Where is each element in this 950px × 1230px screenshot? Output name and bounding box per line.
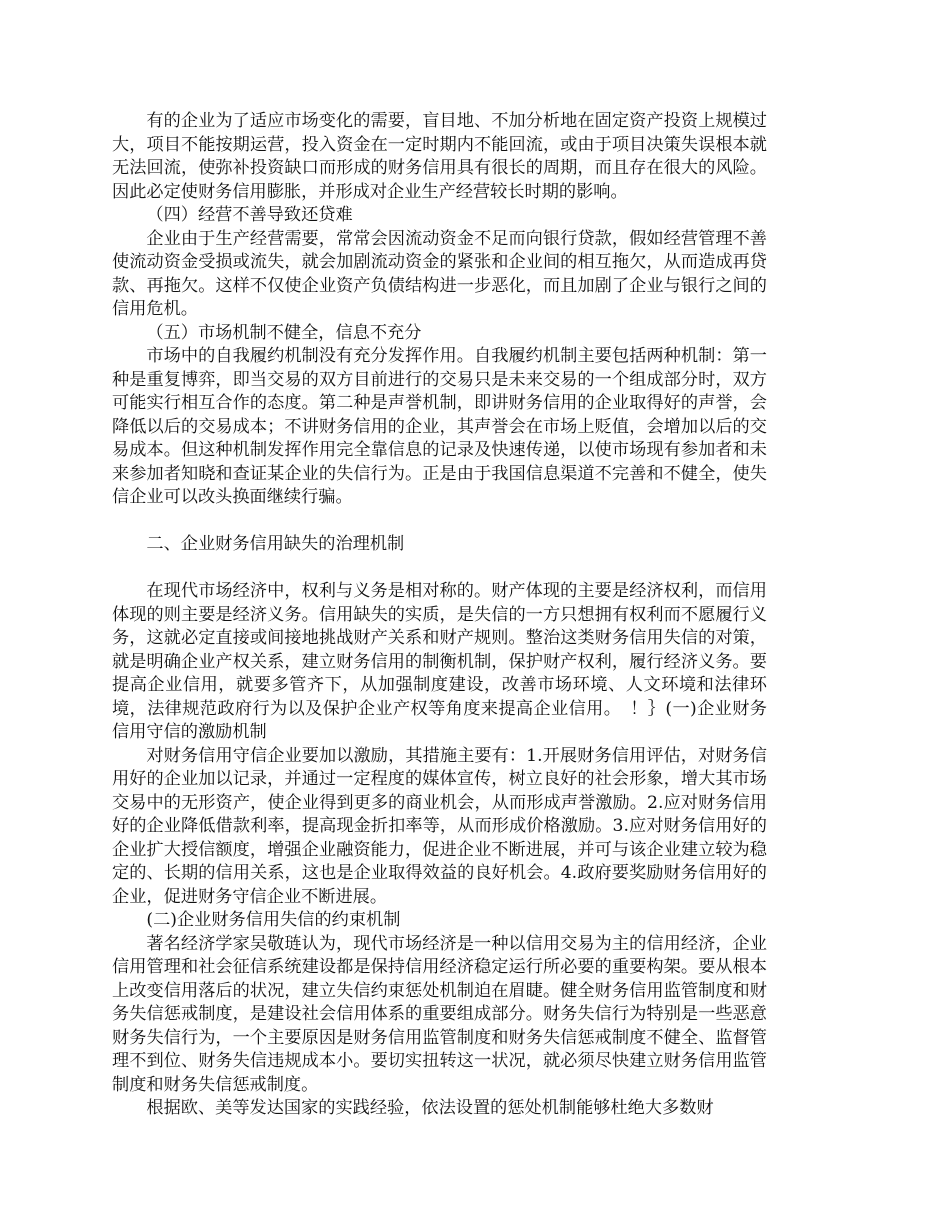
paragraph-rights-obligations: 在现代市场经济中，权利与义务是相对称的。财产体现的主要是经济权利，而信用体现的则主要是经济义务。信用缺失的实质，是失信的一方只想拥有权利而不愿履行义务，这就必定直接或间接地挑战财产关系和财产规则。整治这类财务信用失信的对策，就是明确企业产权关系，建立财务信用的制衡机制，保护财产权利，履行经济义务。要提高企业信用，就要多管齐下，从加强制度建设，改善市场环境、人文环境和法律环境，法律规范政府行为以及保护企业产权等角度来提高企业信用。 ！｝(一)企业财务信用守信的激励机制 xyxy=(112,581,767,742)
paragraph-market-mechanism: 市场中的自我履约机制没有充分发挥作用。自我履约机制主要包括两种机制：第一种是重复博弈，即当交易的双方目前进行的交易只是未来交易的一个组成部分时，双方可能实行相互合作的态度。第二种是声誉机制，即讲财务信用的企业取得好的声誉，会降低以后的交易成本；不讲财务信用的企业，其声誉会在市场上贬值，会增加以后的交易成本。但这种机制发挥作用完全靠信息的记录及快速传递，以使市场现有参加者和未来参加者知晓和查证某企业的失信行为。正是由于我国信息渠道不完善和不健全，使失信企业可以改头换面继续行骗。 xyxy=(112,346,767,507)
spacer xyxy=(112,510,767,534)
paragraph-asset-investment: 有的企业为了适应市场变化的需要，盲目地、不加分析地在固定资产投资上规模过大，项目不能按期运营，投入资金在一定时期内不能回流，或由于项目决策失误根本就无法回流，使弥补投资缺口而形成的财务信用具有很长的周期，而且存在很大的风险。因此必定使财务信用膨胀，并形成对企业生产经营较长时期的影响。 xyxy=(112,111,767,202)
document-page xyxy=(112,110,767,1121)
subheading-constraint: (二)企业财务信用失信的约束机制 xyxy=(146,910,401,930)
spacer xyxy=(112,557,767,581)
paragraph-loan-difficulty: 企业由于生产经营需要，常常会因流动资金不足而向银行贷款，假如经营管理不善使流动资金受损或流失，就会加剧流动资金的紧张和企业间的相互拖欠，从而造成再贷款、再拖欠。这样不仅使企业资产负债结构进一步恶化，而且加剧了企业与银行之间的信用危机。 xyxy=(112,228,767,319)
paragraph-international-experience: 根据欧、美等发达国家的实践经验，依法设置的惩处机制能够杜绝大多数财 xyxy=(146,1098,714,1118)
subheading-5: （五）市场机制不健全，信息不充分 xyxy=(146,322,422,343)
subheading-4: （四）经营不善导致还贷难 xyxy=(146,205,353,225)
section-heading-2: 二、企业财务信用缺失的治理机制 xyxy=(146,534,405,554)
paragraph-incentive-measures: 对财务信用守信企业要加以激励，其措施主要有：1.开展财务信用评估，对财务信用好的企业加以记录，并通过一定程度的媒体宣传，树立良好的社会形象，增大其市场交易中的无形资产，使企业得到更多的商业机会，从而形成声誉激励。2.应对财务信用好的企业降低借款利率，提高现金折扣率等，从而形成价格激励。3.应对财务信用好的企业扩大授信额度，增强企业融资能力，促进企业不断进展，并可与该企业建立较为稳定的、长期的信用关系，这也是企业取得效益的良好机会。4.政府要奖励财务信用好的企业，促进财务守信企业不断进展。 xyxy=(112,745,767,907)
paragraph-constraint-mechanism: 著名经济学家吴敬琏认为，现代市场经济是一种以信用交易为主的信用经济，企业信用管理和社会征信系统建设都是保持信用经济稳定运行所必要的重要构架。要从根本上改变信用落后的状况，建立失信约束惩处机制迫在眉睫。健全财务信用监管制度和财务失信惩戒制度，是建设社会信用体系的重要组成部分。财务失信行为特别是一些恶意财务失信行为，一个主要原因是财务信用监管制度和财务失信惩戒制度不健全、监督管理不到位、财务失信违规成本小。要切实扭转这一状况，就必须尽快建立财务信用监管制度和财务失信惩戒制度。 xyxy=(112,933,767,1095)
